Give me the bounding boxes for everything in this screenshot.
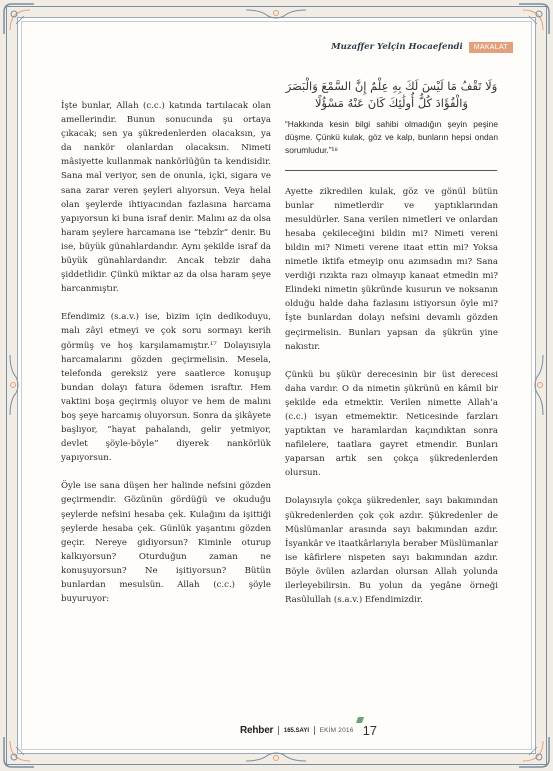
body-paragraph: İşte bunlar, Allah (c.c.) katında tartılacak olan amellerindir. Bunun sonucunda şu ortaya çıkacak; sen ya şükredenlerden olacaksın, ya da nankör olanlardan olacaksın. Nimeti mâsiyette kullanmak nankörlüğün ta kendisidir. Sana mal veriyor, sen de onunla, içki, sigara ve sana zarar veren şeyleri alıyorsun. Veya helal olan şeylerde ihtiyacından fazlasına harcama yapıyorsun ki buna israf denir. Malını az da olsa haram şeylere harcamana ise “tebzîr” denir. Bu ise, büyük günahlardandır. Aynı şekilde israf da büyük günahlardandır. Ancak tebzir daha şiddetlidir. Çünkü miktar az da olsa haram şeye harcanmıştır.: [61, 101, 271, 295]
body-paragraph: Dolayısıyla çokça şükredenler, sayı bakımından şükredenlerden çok çok azdır. Şükredenler de Müslümanlar arasında sayı bakımından azdır. İsyankâr ve itaatkârlarıyla beraber Müslümanlar ise kâfirlere nispeten sayı bakımından azdır. Böyle övülen azlardan olursan Allah yolunda ilerleyebilirsin. Bu yolun da yegâne örneği Rasûlullah (s.a.v.) Efendimizdir.: [285, 496, 498, 606]
issue-date: EKİM 2016: [319, 727, 354, 734]
page-footer: [240, 723, 377, 738]
right-edge-ornament-icon: [533, 355, 547, 415]
divider: [278, 726, 279, 735]
arabic-verse: وَلَا تَقْفُ مَا لَيْسَ لَكَ بِهِ عِلْمٌ إِنَّ السَّمْعَ وَالْبَصَرَ وَالْفُؤَادَ كُلُّ أُولَٰئِكَ كَانَ عَنْهُ مَسْؤُلًا: [285, 79, 498, 110]
right-column: [285, 78, 498, 621]
body-paragraph: Efendimiz (s.a.v.) ise, bizim için dedikoduyu, malı zâyi etmeyi ve çok soru sormayı kerih görmüş ve hoş karşılamamıştır.¹⁷ Dolayısıyla harcamalarını gözden geçirmelisin. Mesela, telefonda gereksiz yere saatlerce konuşup bundan dolayı fatura ödemen israftır. Hem vaktini boşa geçirmiş oluyor ve hem de malını boş şeye harcamış oluyorsun. Sonra da şikâyete başlıyor, “hayat pahalandı, gelir yetmiyor, devlet şöyle-böyle” diyerek nankörlük yapıyorsun.: [61, 312, 271, 464]
page-header: [331, 40, 513, 54]
left-column: [61, 99, 271, 620]
corner-ornament-icon: [2, 735, 36, 769]
issue-number: 165.SAYI: [283, 727, 309, 734]
verse-translation: “Hakkında kesin bilgi sahibi olmadığın şeyin peşine düşme. Çünkü kulak, göz ve kalp, bunların hepsi ondan sorumludur.”¹⁸: [285, 119, 498, 156]
corner-ornament-icon: [517, 735, 551, 769]
left-edge-ornament-icon: [6, 355, 20, 415]
body-paragraph: Çünkü bu şükür derecesinin bir üst derecesi daha vardır. O da nimetin şükrünü en kâmil bir şekilde eda etmektir. Verilen nimette Allah’a (c.c.) isyan etmemektir. Neticesinde farzları yaptıktan ve haramlardan kaçındıktan sonra nafilelere, taatlara gayret etmendir. Bunları yaparsan artık sen çokça şükredenlerden olursun.: [285, 369, 498, 479]
corner-ornament-icon: [2, 2, 36, 36]
author-name: Muzaffer Yelçin Hocaefendi: [331, 42, 463, 52]
top-edge-ornament-icon: [246, 6, 306, 20]
section-badge: MAKALAT: [469, 42, 513, 53]
divider: [314, 726, 315, 735]
divider: [285, 170, 497, 171]
body-paragraph: Ayette zikredilen kulak, göz ve gönül bütün bunlar nimetlerdir ve yaptıklarından mesuldürler. Sana verilen nimetleri ve onlardan hesaba çekileceğini bildin mi? Nimeti vereni bildin mi? Nimeti verene itaat ettin mi? Yoksa nimetle iktifa etmeyip onu azımsadın mı? Sana verdiği rızıkta razı olmayıp kanaat etmedin mi? Elindeki nimetin şükründe kusurun ve noksanın olduğu halde daha fazlasını istiyorsun öyle mi? İşte bunlardan dolayı nefsini devamlı gözden geçirmelisin. Bunları yapsan da şükrün yine nakıstır.: [285, 186, 498, 352]
page-number-text: 17: [362, 723, 378, 738]
body-paragraph: Öyle ise sana düşen her halinde nefsini gözden geçirmendir. Gözünün gördüğü ve okuduğu şeylerde nefsini hesaba çek. Kulağını da işittiği şeylerde hesaba çek. Günlük yaşantını gözden geçir. Nereye gidiyorsun? Kiminle oturup kalkıyorsun? Oturduğun zaman ne konuşuyorsun? Ne işitiyorsun? Bütün bunlardan mesulsün. Allah (c.c.) şöyle buyuruyor:: [61, 481, 271, 605]
magazine-logo: Rehber: [240, 725, 274, 736]
page-number: [363, 723, 377, 738]
corner-ornament-icon: [517, 2, 551, 36]
bottom-edge-ornament-icon: [246, 751, 306, 765]
